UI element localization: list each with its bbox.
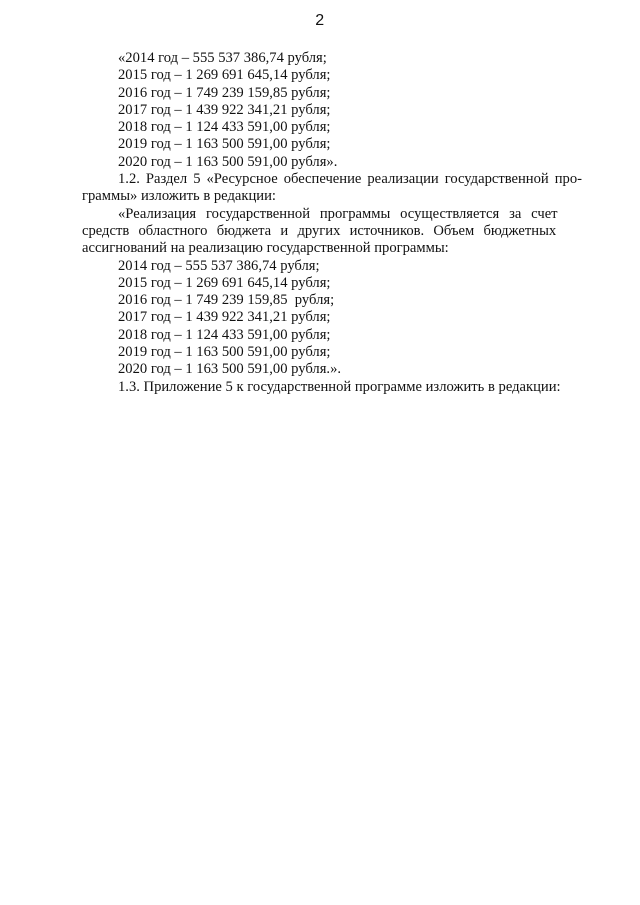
funding2-line-2020: 2020 год – 1 163 500 591,00 рубля.». [118,361,342,378]
quote-line-2: средств областного бюджета и других источников. Объем бюджетных [82,222,557,239]
item-1-2-line-1: 1.2. Раздел 5 «Ресурсное обеспечение реализации государственной про- [118,171,582,188]
item-1-3-line: 1.3. Приложение 5 к государственной программе изложить в редакции: [118,378,561,395]
funding2-line-2014: 2014 год – 555 537 386,74 рубля; [118,257,320,274]
funding2-line-2016: 2016 год – 1 749 239 159,85 рубля; [118,292,335,309]
item-1-3 [82,379,582,396]
funding-list-1 [82,50,582,171]
quote-paragraph [82,206,582,258]
item-1-2-line-2: граммы» изложить в редакции: [82,188,276,205]
funding2-line-2017: 2017 год – 1 439 922 341,21 рубля; [118,309,331,326]
funding-line-2019: 2019 год – 1 163 500 591,00 рубля; [118,136,331,153]
funding-line-2014: «2014 год – 555 537 386,74 рубля; [118,50,327,66]
item-1-2 [82,171,582,206]
document-body [82,50,582,396]
funding-line-2015: 2015 год – 1 269 691 645,14 рубля; [118,67,331,84]
funding-line-2020: 2020 год – 1 163 500 591,00 рубля». [118,153,338,170]
funding-line-2018: 2018 год – 1 124 433 591,00 рубля; [118,119,331,136]
quote-line-1: «Реализация государственной программы осуществляется за счет [118,205,558,222]
funding-list-2 [82,258,582,379]
funding2-line-2019: 2019 год – 1 163 500 591,00 рубля; [118,344,331,361]
funding-line-2016: 2016 год – 1 749 239 159,85 рубля; [118,84,331,101]
page-number: 2 [315,12,325,29]
funding-line-2017: 2017 год – 1 439 922 341,21 рубля; [118,101,331,118]
quote-line-3: ассигнований на реализацию государственной программы: [82,240,449,257]
funding2-line-2015: 2015 год – 1 269 691 645,14 рубля; [118,274,331,291]
funding2-line-2018: 2018 год – 1 124 433 591,00 рубля; [118,326,331,343]
